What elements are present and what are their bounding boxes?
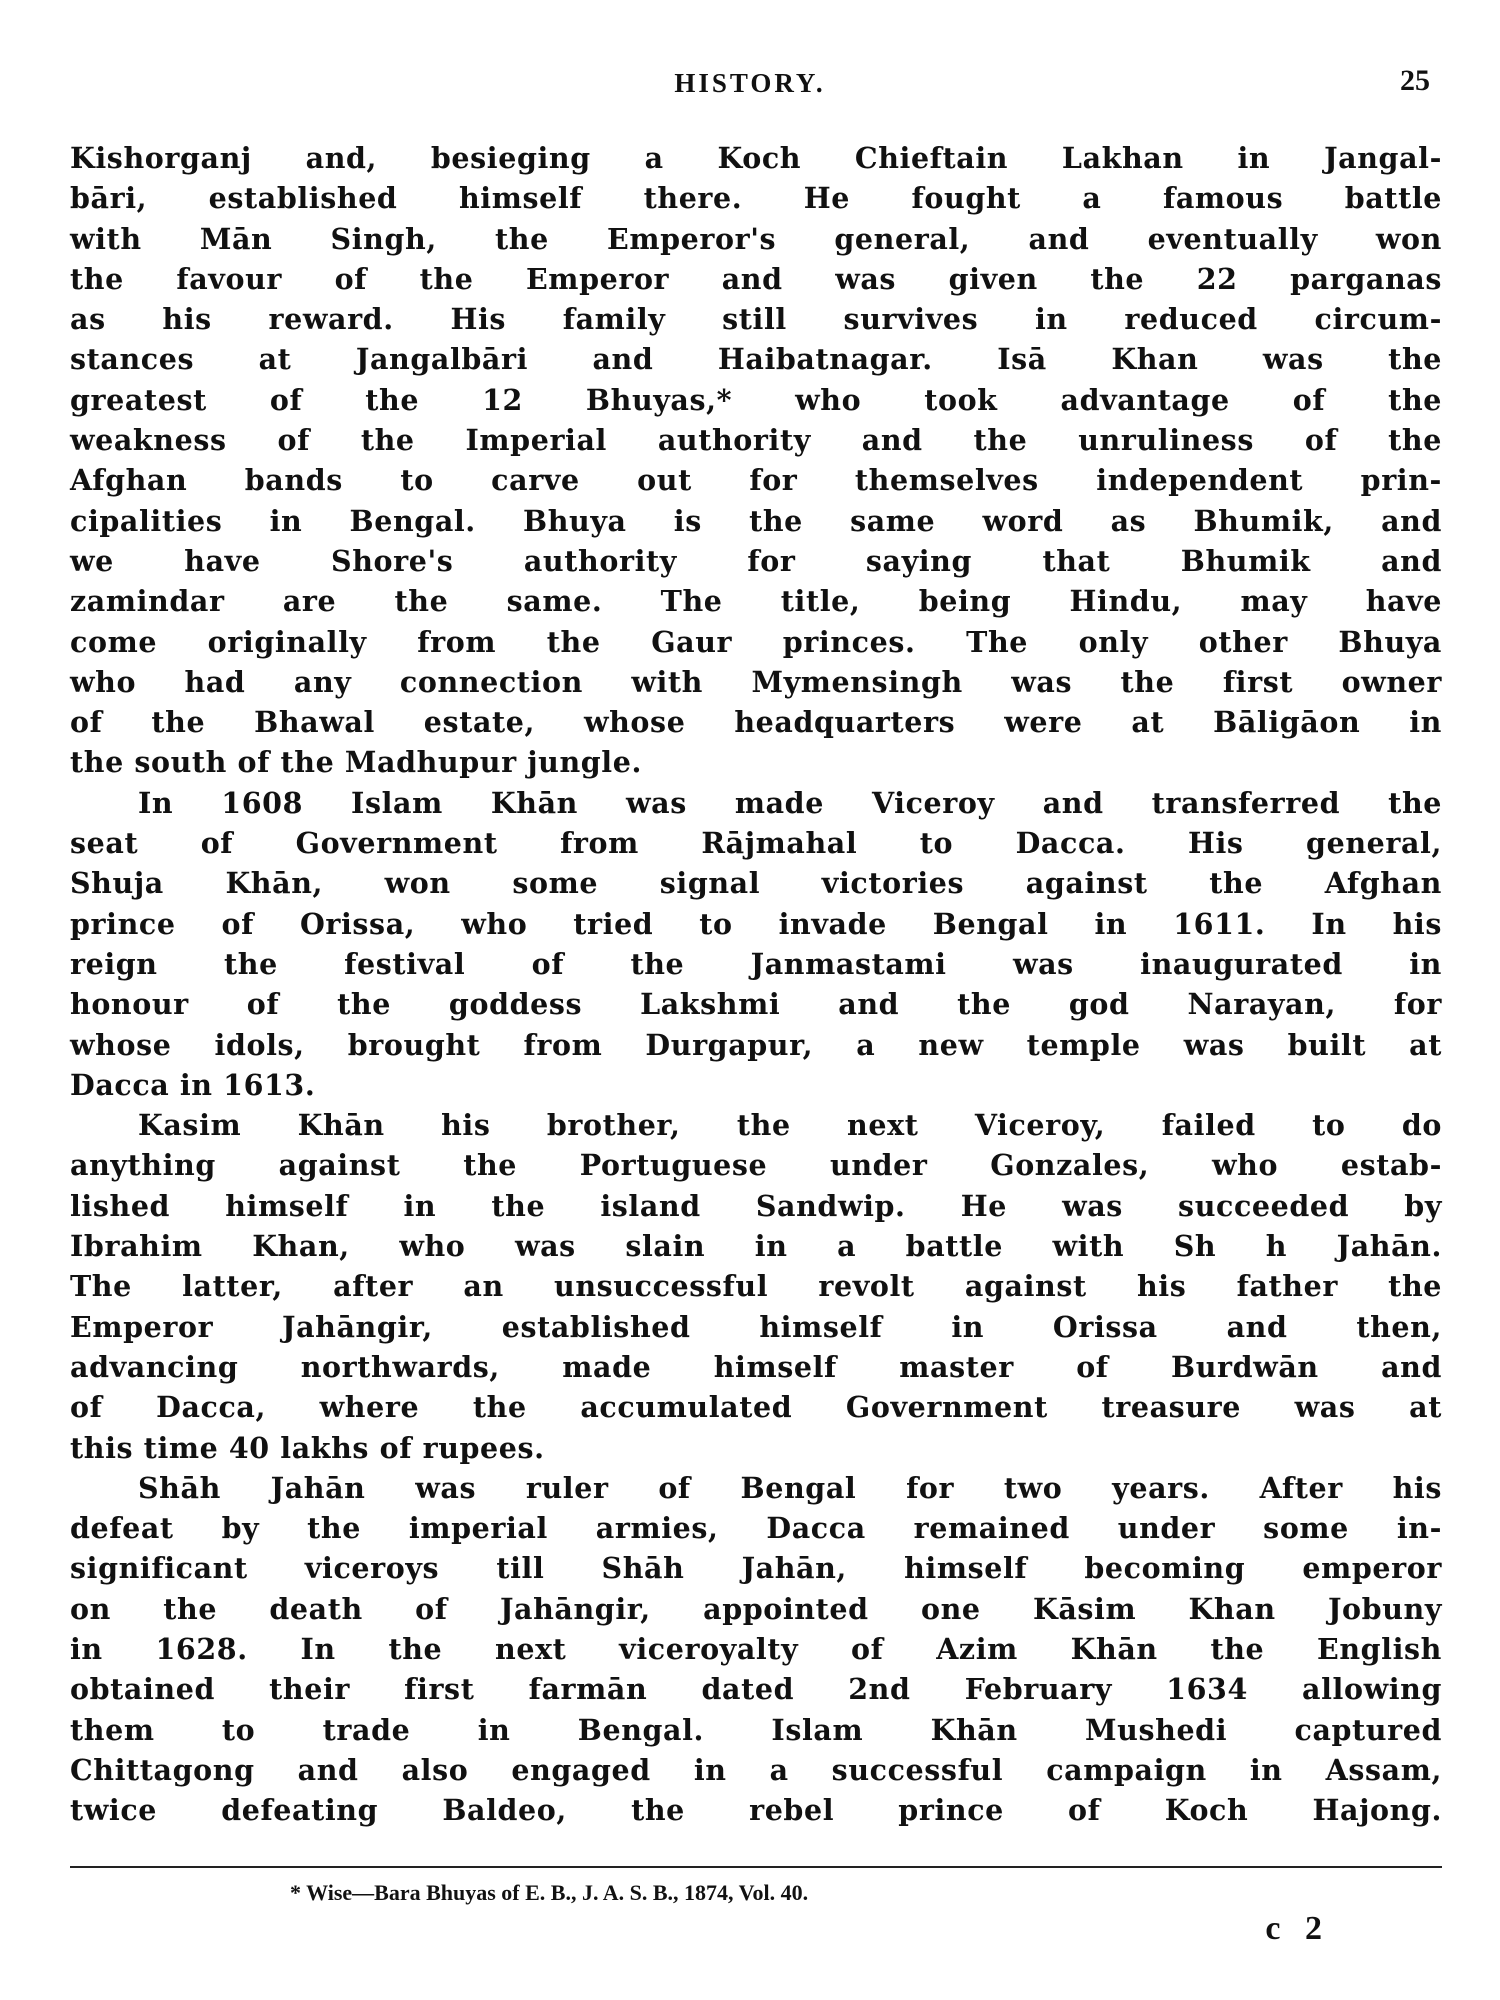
text-line: the favour of the Emperor and was given the 22 parganas (70, 261, 1442, 296)
text-line: whose idols, brought from Durgapur, a new temple was built at (70, 1027, 1442, 1062)
text-line: prince of Orissa, who tried to invade Bengal in 1611. In his (70, 906, 1442, 941)
page-header (0, 64, 1500, 108)
page-number: 25 (1400, 64, 1430, 97)
text-line: zamindar are the same. The title, being Hindu, may have (70, 584, 1442, 619)
text-line: seat of Government from Rājmahal to Dacca. His general, (70, 826, 1442, 861)
text-line: we have Shore's authority for saying that Bhumik and (70, 543, 1442, 578)
text-line: of the Bhawal estate, whose headquarters were at Bāligāon in (70, 705, 1442, 740)
text-line: on the death of Jahāngir, appointed one Kāsim Khan Jobuny (70, 1591, 1442, 1626)
text-line: Chittagong and also engaged in a successful campaign in Assam, (70, 1752, 1442, 1787)
text-line: greatest of the 12 Bhuyas,* who took advantage of the (70, 382, 1442, 417)
text-line: Afghan bands to carve out for themselves independent prin- (70, 463, 1442, 498)
text-line: with Mān Singh, the Emperor's general, and eventually won (70, 221, 1442, 256)
text-line: defeat by the imperial armies, Dacca remained under some in- (70, 1511, 1442, 1546)
text-line: as his reward. His family still survives in reduced circum- (70, 302, 1442, 337)
text-line: in 1628. In the next viceroyalty of Azim Khān the English (70, 1631, 1442, 1666)
text-line: Ibrahim Khan, who was slain in a battle with Sh h Jahān. (70, 1229, 1442, 1264)
text-line: who had any connection with Mymensingh was the first owner (70, 664, 1442, 699)
text-line: weakness of the Imperial authority and the unruliness of the (70, 423, 1442, 458)
footnote-divider (70, 1866, 1442, 1868)
text-line: The latter, after an unsuccessful revolt against his father the (70, 1269, 1442, 1304)
text-line: advancing northwards, made himself master of Burdwān and (70, 1349, 1442, 1384)
text-line: reign the festival of the Janmastami was inaugurated in (70, 946, 1442, 981)
body-text (70, 138, 1442, 1830)
text-line: bāri, established himself there. He fought a famous battle (70, 181, 1442, 216)
text-line: Dacca in 1613. (70, 1067, 316, 1102)
text-line: of Dacca, where the accumulated Government treasure was at (70, 1390, 1442, 1425)
text-line: twice defeating Baldeo, the rebel prince of Koch Hajong. (70, 1793, 1442, 1828)
text-line: obtained their first farmān dated 2nd February 1634 allowing (70, 1672, 1442, 1707)
text-line: anything against the Portuguese under Gonzales, who estab- (70, 1148, 1442, 1183)
text-line: In 1608 Islam Khān was made Viceroy and transferred the (138, 785, 1442, 820)
text-line: the south of the Madhupur jungle. (70, 745, 642, 780)
signature-mark: c 2 (1265, 1910, 1330, 1947)
text-line: Kishorganj and, besieging a Koch Chieftain Lakhan in Jangal- (70, 141, 1442, 175)
text-line: Kasim Khān his brother, the next Viceroy, failed to do (138, 1108, 1442, 1143)
text-line: them to trade in Bengal. Islam Khān Mushedi captured (70, 1712, 1442, 1747)
text-line: cipalities in Bengal. Bhuya is the same word as Bhumik, and (70, 503, 1442, 538)
footnote: * Wise—Bara Bhuyas of E. B., J. A. S. B., 1874, Vol. 40. (290, 1880, 809, 1905)
text-line: stances at Jangalbāri and Haibatnagar. Isā Khan was the (70, 342, 1442, 377)
text-line: Emperor Jahāngir, established himself in Orissa and then, (70, 1309, 1442, 1344)
text-line: Shuja Khān, won some signal victories against the Afghan (70, 866, 1442, 901)
running-title: HISTORY. (674, 68, 826, 98)
text-line: Shāh Jahān was ruler of Bengal for two years. After his (138, 1470, 1442, 1505)
text-line: significant viceroys till Shāh Jahān, himself becoming emperor (70, 1551, 1442, 1586)
text-line: come originally from the Gaur princes. The only other Bhuya (70, 624, 1442, 659)
text-line: lished himself in the island Sandwip. He was succeeded by (70, 1188, 1442, 1223)
text-line: honour of the goddess Lakshmi and the god Narayan, for (70, 987, 1442, 1022)
text-line: this time 40 lakhs of rupees. (70, 1430, 545, 1465)
